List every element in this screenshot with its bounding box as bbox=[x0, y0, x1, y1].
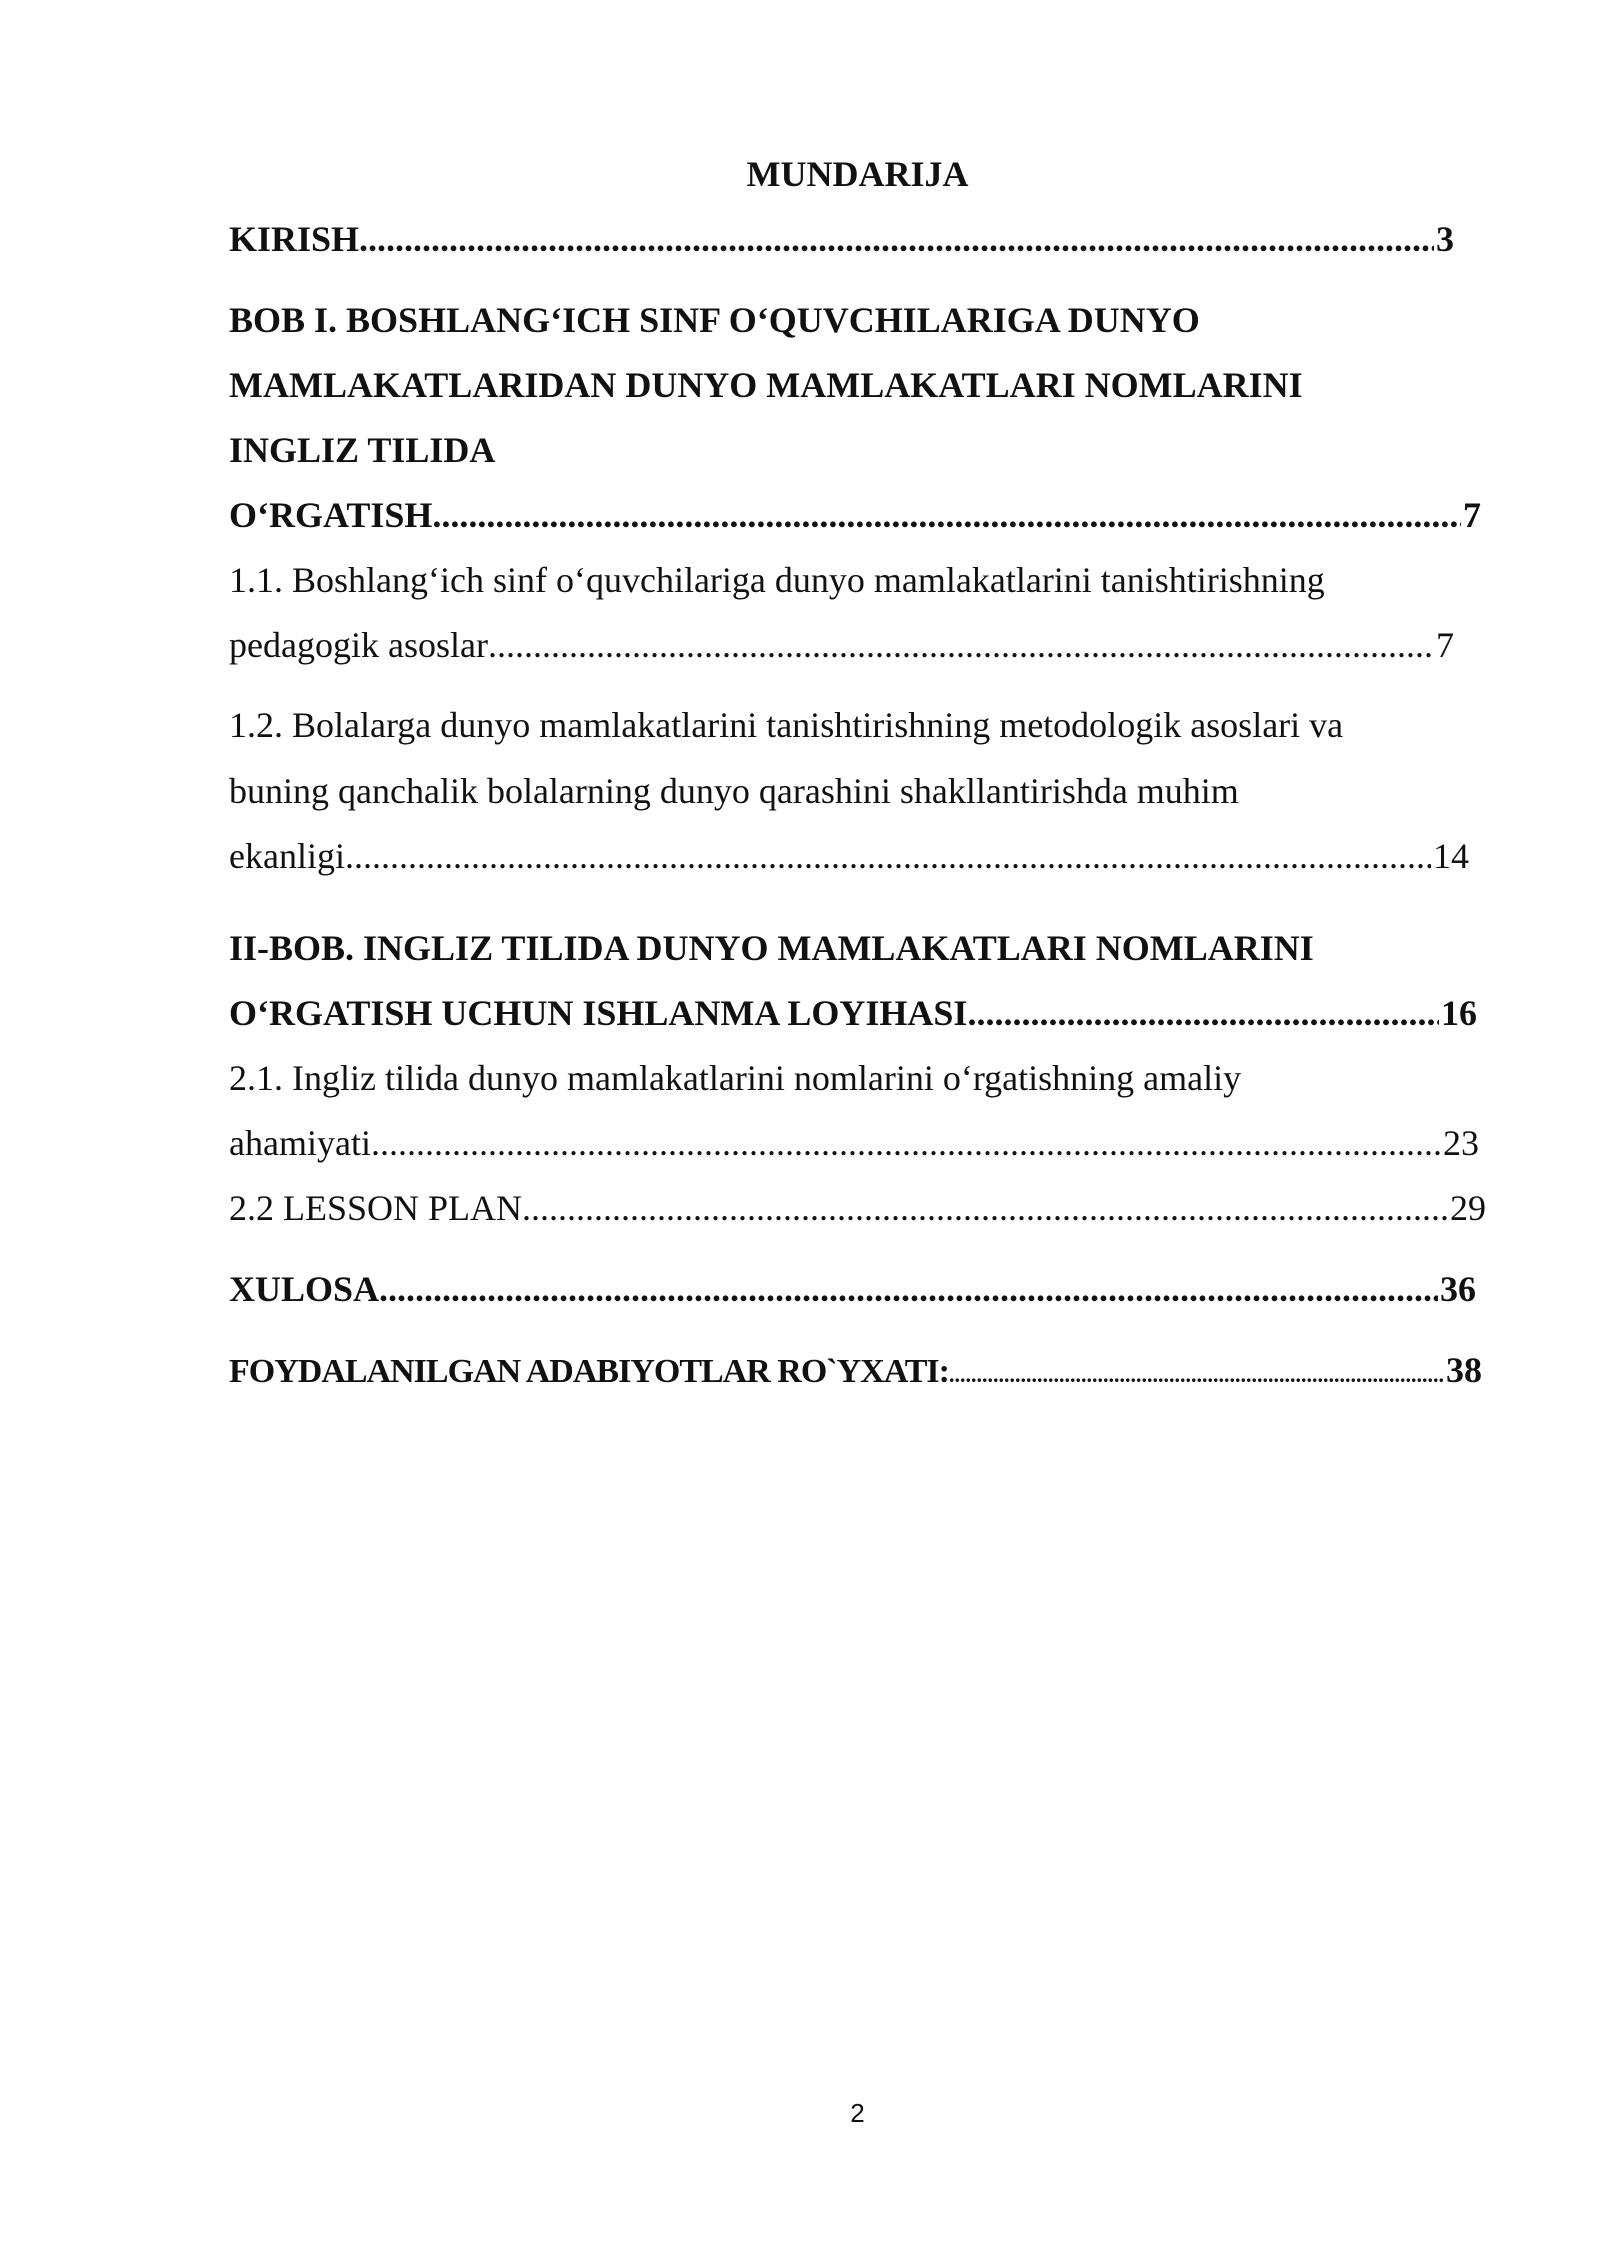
toc-chapter-1-line-2[interactable]: MAMLAKATLARIDAN DUNYO MAMLAKATLARI NOMLARINI bbox=[229, 365, 1303, 405]
toc-leader bbox=[488, 620, 1434, 670]
toc-chapter-1-line-3[interactable]: INGLIZ TILIDA bbox=[229, 430, 496, 470]
toc-section-1-1-line-1[interactable]: 1.1. Boshlang‘ich sinf o‘quvchilariga dunyo mamlakatlarini tanishtirishning bbox=[229, 560, 1325, 600]
toc-entry-section-2-1[interactable] bbox=[229, 1118, 1479, 1168]
toc-section-1-2-line-2[interactable]: buning qanchalik bolalarning dunyo qarashini shakllantirishda muhim bbox=[229, 771, 1239, 811]
toc-leader bbox=[967, 988, 1439, 1038]
toc-label: O‘RGATISH bbox=[229, 495, 433, 535]
toc-label: XULOSA bbox=[229, 1269, 380, 1309]
toc-entry-xulosa[interactable] bbox=[229, 1264, 1476, 1314]
page-number-footer: 2 bbox=[850, 2098, 865, 2128]
toc-label: 2.2 LESSON PLAN bbox=[229, 1188, 523, 1228]
toc-page-number: 29 bbox=[1450, 1188, 1486, 1228]
toc-section-2-1-line-1[interactable]: 2.1. Ingliz tilida dunyo mamlakatlarini nomlarini o‘rgatishning amaliy bbox=[229, 1058, 1242, 1098]
toc-leader bbox=[432, 490, 1461, 540]
toc-label: ahamiyati bbox=[229, 1123, 371, 1163]
toc-page-number: 38 bbox=[1446, 1350, 1482, 1390]
toc-leader bbox=[345, 831, 1431, 881]
toc-label: ekanligi bbox=[229, 836, 345, 876]
toc-chapter-2-line-1[interactable]: II-BOB. INGLIZ TILIDA DUNYO MAMLAKATLARI NOMLARINI bbox=[229, 928, 1314, 968]
toc-leader bbox=[522, 1183, 1448, 1233]
toc-leader bbox=[379, 1264, 1438, 1314]
toc-entry-section-1-2[interactable] bbox=[229, 831, 1469, 881]
toc-page-number: 23 bbox=[1443, 1123, 1479, 1163]
toc-page-number: 14 bbox=[1433, 836, 1469, 876]
toc-chapter-1-line-1[interactable]: BOB I. BOSHLANG‘ICH SINF O‘QUVCHILARIGA DUNYO bbox=[229, 300, 1200, 340]
toc-label: KIRISH bbox=[229, 219, 360, 259]
toc-leader bbox=[359, 214, 1434, 264]
toc-label: FOYDALANILGAN ADABIYOTLAR RO`YXATI: bbox=[229, 1353, 949, 1390]
toc-page-number: 3 bbox=[1436, 219, 1454, 259]
toc-entry-references[interactable] bbox=[229, 1345, 1482, 1395]
toc-label: pedagogik asoslar bbox=[229, 625, 488, 665]
toc-leader bbox=[949, 1345, 1444, 1400]
toc-entry-section-1-1[interactable] bbox=[229, 620, 1454, 670]
page-title: MUNDARIJA bbox=[746, 154, 969, 194]
toc-page-number: 16 bbox=[1441, 993, 1477, 1033]
toc-section-1-2-line-1[interactable]: 1.2. Bolalarga dunyo mamlakatlarini tanishtirishning metodologik asoslari va bbox=[229, 705, 1344, 745]
toc-page-number: 36 bbox=[1440, 1269, 1476, 1309]
toc-entry-section-2-2[interactable] bbox=[229, 1183, 1486, 1233]
toc-page-number: 7 bbox=[1436, 625, 1454, 665]
toc-entry-chapter-2[interactable] bbox=[229, 988, 1477, 1038]
toc-label: O‘RGATISH UCHUN ISHLANMA LOYIHASI bbox=[229, 993, 968, 1033]
toc-entry-kirish[interactable] bbox=[229, 214, 1454, 264]
toc-page-number: 7 bbox=[1463, 495, 1481, 535]
toc-entry-chapter-1[interactable] bbox=[229, 490, 1481, 540]
toc-leader bbox=[371, 1118, 1441, 1168]
